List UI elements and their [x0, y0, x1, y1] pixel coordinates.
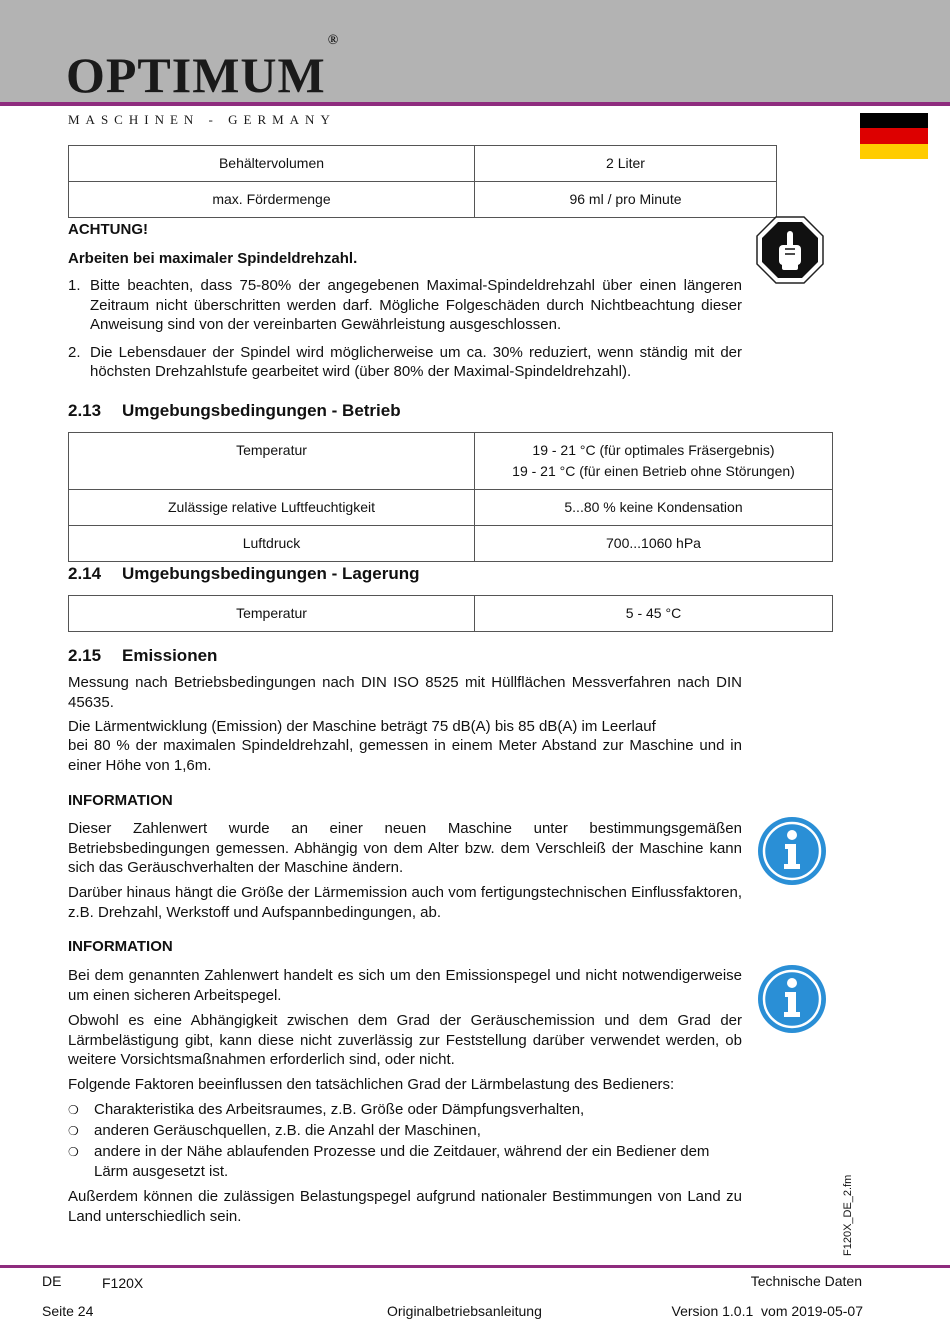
info2-paragraph-3: Folgende Faktoren beeinflussen den tatsächlichen Grad der Lärmbelastung des Bedieners:	[68, 1076, 675, 1093]
warning-list	[68, 276, 742, 382]
list-item: ❍ anderen Geräuschquellen, z.B. die Anzahl der Maschinen,	[68, 1122, 481, 1139]
list-item: 2. Die Lebensdauer der Spindel wird möglicherweise um ca. 30% reduziert, wenn ständig mit der höchsten Drehzahlstufe gearbeitet wird (über 80% der Maximal-Spindeldrehzahl).	[68, 343, 742, 380]
brand-logo: OPTIMUM®	[66, 33, 340, 103]
info-title-2: INFORMATION	[68, 938, 173, 955]
list-item: ❍ Charakteristika des Arbeitsraumes, z.B. Größe oder Dämpfungsverhalten,	[68, 1101, 585, 1118]
table-cell: 2 Liter	[475, 146, 777, 182]
table-cell: Luftdruck	[69, 526, 475, 562]
storage-conditions-table	[68, 595, 833, 632]
footer-language: DE	[42, 1273, 62, 1289]
table-cell: Temperatur	[69, 433, 475, 490]
table-row	[69, 146, 777, 182]
table-cell: 5...80 % keine Kondensation	[475, 490, 833, 526]
table-row	[69, 596, 833, 632]
bullet-icon: ❍	[68, 1103, 79, 1117]
info-title-1: INFORMATION	[68, 792, 173, 809]
info2-paragraph-2: Obwohl es eine Abhängigkeit zwischen dem Grad der Geräuschemission und dem Grad der Lärmbelästigung gibt, kann diese nicht zuverlässig zur Feststellung darüber verwendet werden, ob weitere Vorsichtsmaßnahmen erforderlich sind, oder nicht.	[68, 1012, 742, 1068]
tank-spec-table	[68, 145, 777, 218]
info1-paragraph-2: Darüber hinaus hängt die Größe der Lärmemission auch vom fertigungstechnischen Einflussfaktoren, z.B. Drehzahl, Werkstoff und Aufspannbedingungen, ab.	[68, 884, 742, 921]
footer-section: Technische Daten	[750, 1273, 862, 1289]
operating-conditions-table	[68, 432, 833, 562]
list-item: 1. Bitte beachten, dass 75-80% der angegebenen Maximal-Spindeldrehzahl über einen längeren Zeitraum nicht überschritten werden darf. Mögliche Folgeschäden durch Nichtbeachtung dieser Anweisung sind von der vereinbarten Gewährleistung ausgeschlossen.	[68, 277, 742, 333]
footer-page-number: Seite 24	[42, 1303, 94, 1319]
table-row	[69, 526, 833, 562]
info2-paragraph-1: Bei dem genannten Zahlenwert handelt es sich um den Emissionspegel und nicht notwendigerweise um einen sicheren Arbeitspegel.	[68, 967, 742, 1004]
table-cell: Zulässige relative Luftfeuchtigkeit	[69, 490, 475, 526]
emission-paragraph-2a: Die Lärmentwicklung (Emission) der Maschine beträgt 75 dB(A) bis 85 dB(A) im Leerlauf	[68, 718, 656, 735]
table-cell: 96 ml / pro Minute	[475, 182, 777, 218]
stop-hand-icon	[754, 214, 826, 286]
warning-title: ACHTUNG!	[68, 221, 148, 238]
info2-paragraph-4: Außerdem können die zulässigen Belastungspegel aufgrund nationaler Bestimmungen von Land zu Land unterschiedlich sein.	[68, 1188, 742, 1225]
bullet-icon: ❍	[68, 1145, 79, 1159]
footer-divider	[0, 1265, 950, 1268]
emission-paragraph-1: Messung nach Betriebsbedingungen nach DIN ISO 8525 mit Hüllflächen Messverfahren nach DIN 45635.	[68, 674, 742, 711]
table-row	[69, 182, 777, 218]
footer-document-title: Originalbetriebsanleitung	[387, 1303, 542, 1319]
table-cell: 5 - 45 °C	[475, 596, 833, 632]
german-flag-icon	[860, 113, 928, 159]
table-cell: 700...1060 hPa	[475, 526, 833, 562]
section-heading-2-15: 2.15 Emissionen	[68, 646, 218, 665]
table-cell: max. Fördermenge	[69, 182, 475, 218]
brand-subtitle: MASCHINEN - GERMANY	[68, 112, 336, 127]
footer-model: F120X	[102, 1275, 144, 1291]
table-row	[69, 433, 833, 490]
warning-subtitle: Arbeiten bei maximaler Spindeldrehzahl.	[68, 250, 358, 267]
table-cell: Temperatur	[69, 596, 475, 632]
table-row	[69, 490, 833, 526]
list-item: ❍ andere in der Nähe ablaufenden Prozesse und die Zeitdauer, während der ein Bediener dem Lärm ausgesetzt ist.	[68, 1143, 710, 1180]
factor-list	[68, 1100, 742, 1181]
bullet-icon: ❍	[68, 1124, 79, 1138]
file-name-label: F120X_DE_2.fm	[842, 1174, 854, 1256]
footer-version: Version 1.0.1 vom 2019-05-07	[671, 1303, 863, 1319]
info-icon	[757, 964, 827, 1034]
emission-paragraph-2b: bei 80 % der maximalen Spindeldrehzahl, gemessen in einem Meter Abstand zur Maschine und in einer Höhe von 1,6m.	[68, 737, 742, 774]
section-heading-2-13: 2.13 Umgebungsbedingungen - Betrieb	[68, 401, 401, 420]
table-cell: Behältervolumen	[69, 146, 475, 182]
info1-paragraph-1: Dieser Zahlenwert wurde an einer neuen Maschine unter bestimmungsgemäßen Betriebsbedingungen gemessen. Abhängig von dem Alter bzw. dem Verschleiß der Maschine kann sich das Geräuschverhalten der Maschine ändern.	[68, 820, 742, 876]
table-cell: 19 - 21 °C (für optimales Fräsergebnis) 19 - 21 °C (für einen Betrieb ohne Störungen)	[475, 433, 833, 490]
section-heading-2-14: 2.14 Umgebungsbedingungen - Lagerung	[68, 564, 420, 583]
info-icon	[757, 816, 827, 886]
